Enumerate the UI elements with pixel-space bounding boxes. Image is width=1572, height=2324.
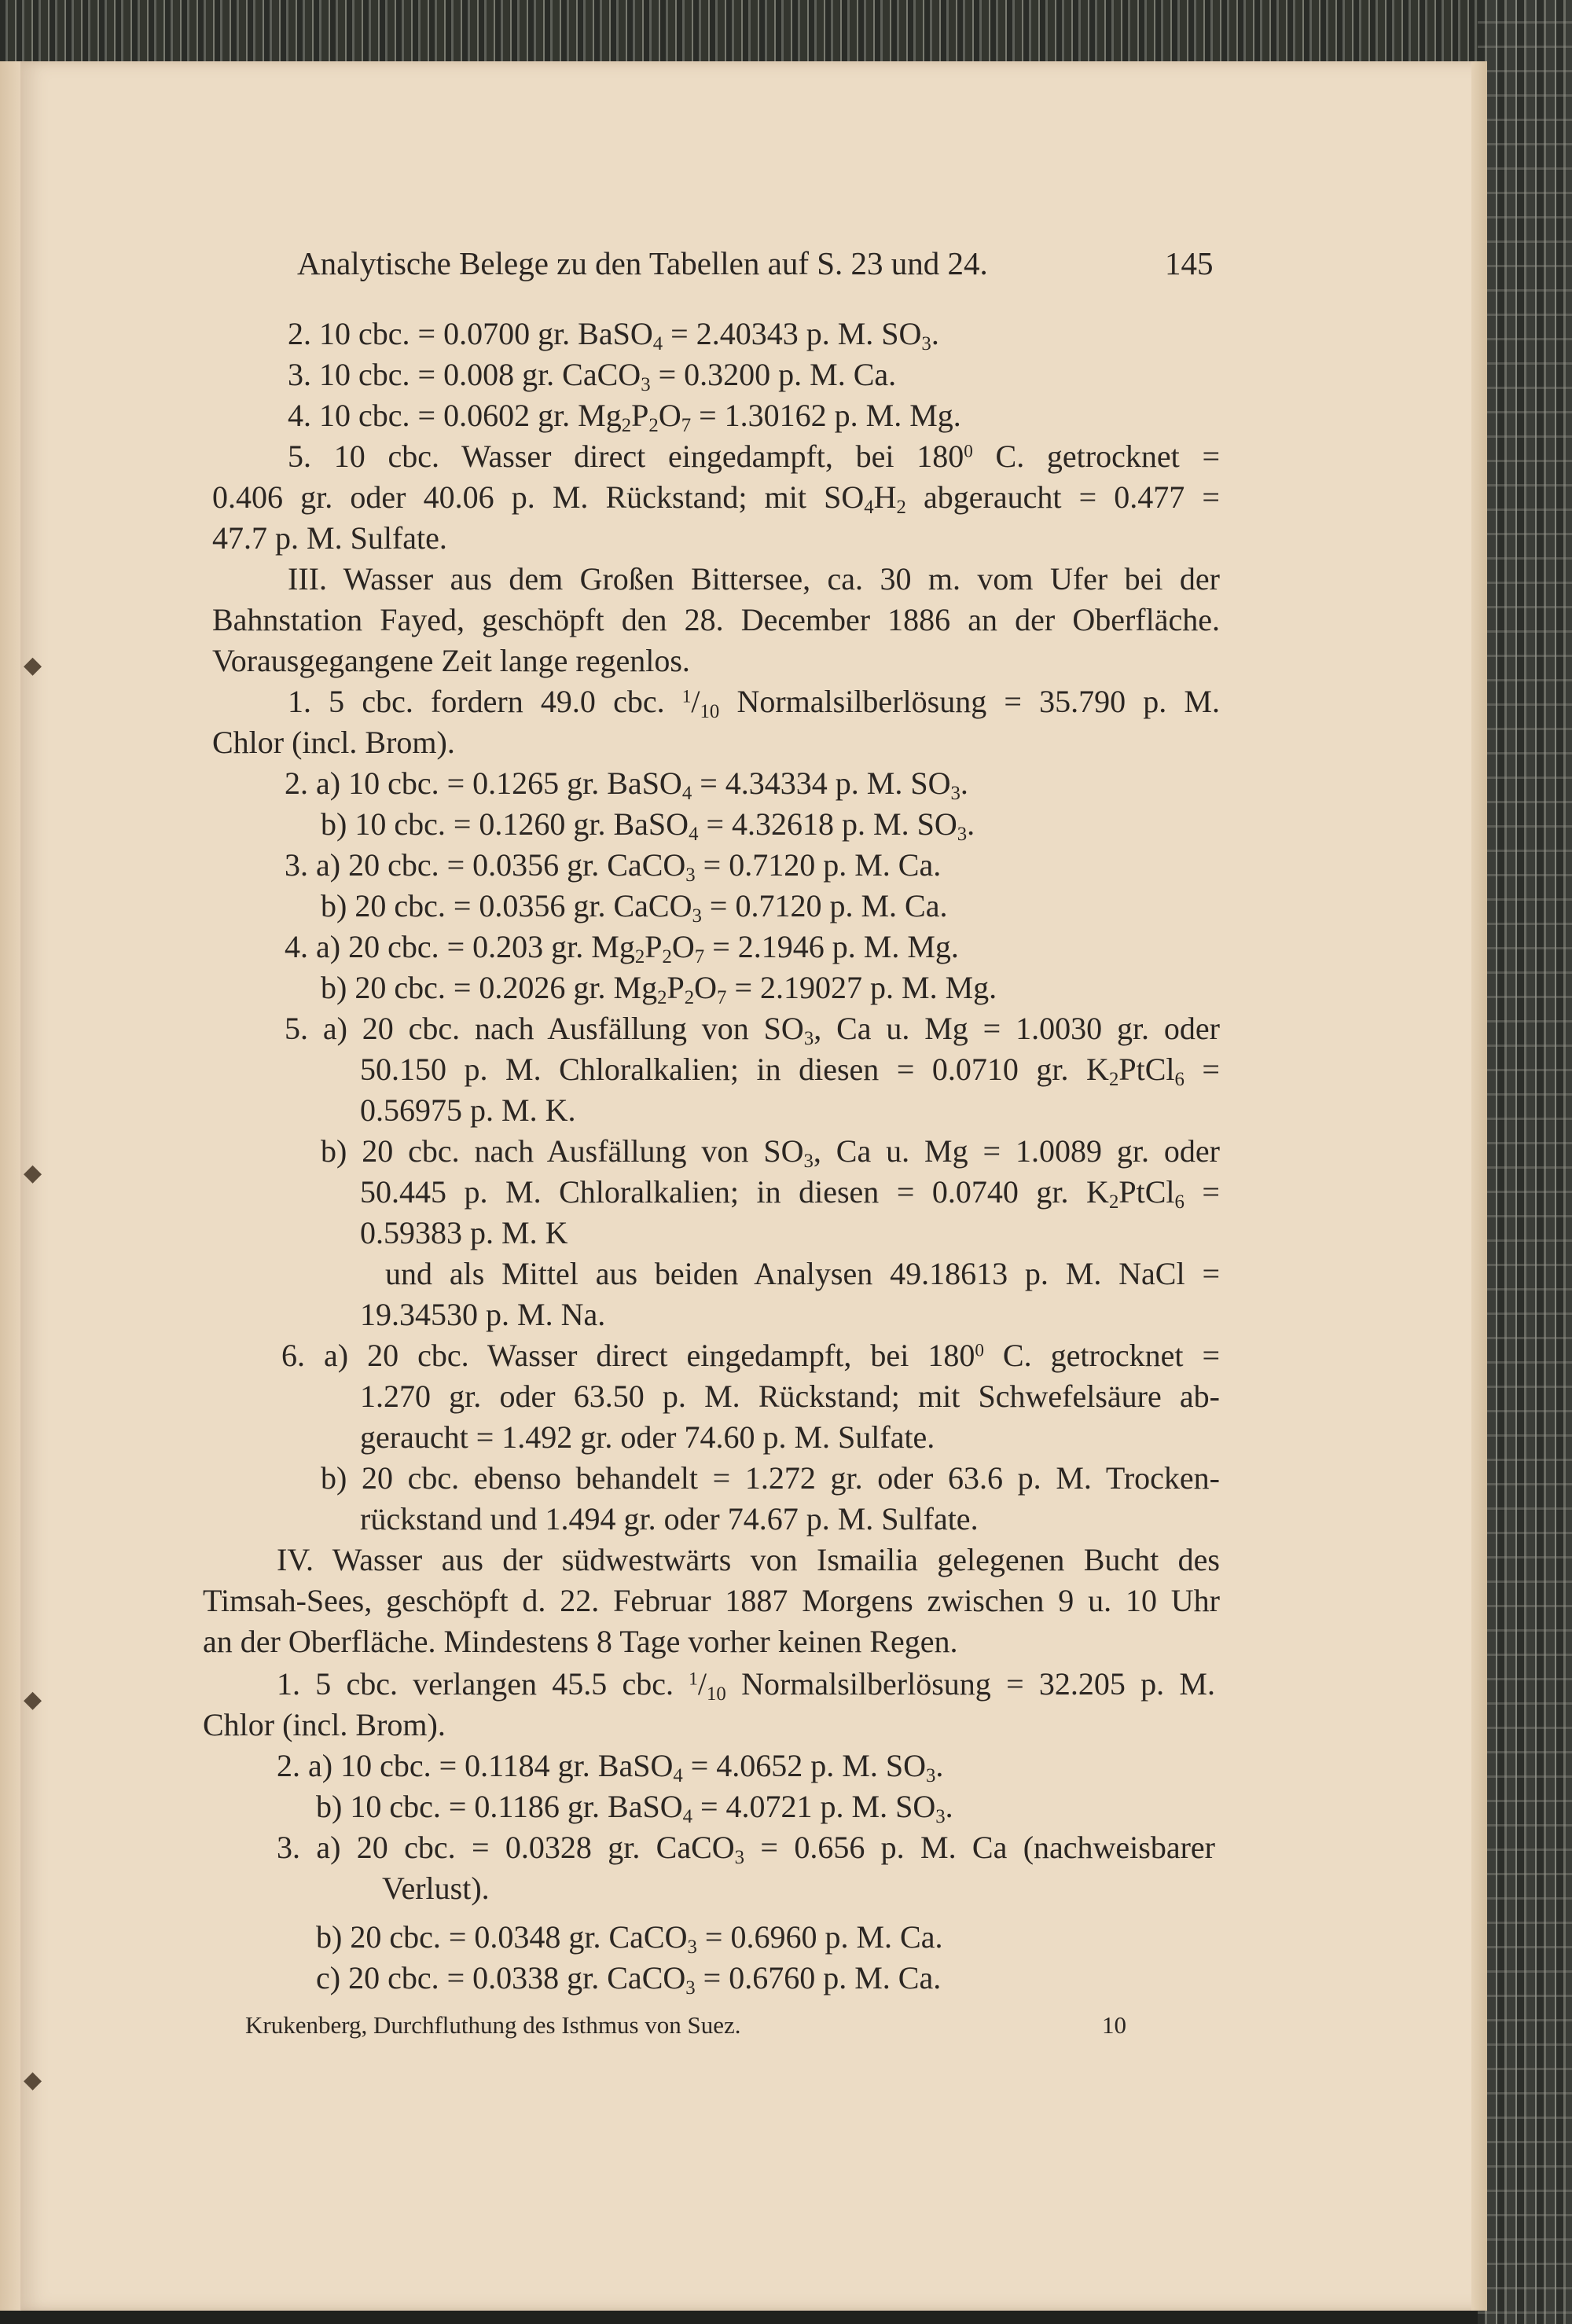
text-line: 2. a) 10 cbc. = 0.1265 gr. BaSO$_4$ = 4.34334 p. M. $SO_3$. <box>285 765 968 804</box>
text-line: 2. 10 cbc. = 0.0700 gr. BaSO$_4$ = 2.40343 p. M. $SO_3$. <box>288 316 939 354</box>
text-line: 50.445 p. M. Chloralkalien; in diesen = 0.0740 gr. $K_2PtCl_6$ = <box>360 1174 1220 1213</box>
text-line: 6. a) 20 cbc. Wasser direct eingedampft, bei $180^0$ C. getrocknet = <box>281 1338 1221 1373</box>
running-header-title: Analytische Belege zu den Tabellen auf S. 23 und 24. <box>297 245 988 281</box>
text-line: 1.270 gr. oder 63.50 p. M. Rückstand; mit Schwefelsäure ab- <box>360 1379 1220 1414</box>
footer-signature: 10 <box>1102 2011 1126 2039</box>
text-line: geraucht = 1.492 gr. oder 74.60 p. M. Sulfate. <box>360 1419 935 1455</box>
text-line: 5. 10 cbc. Wasser direct eingedampft, bei $180^0$ C. getrocknet = <box>288 439 1221 474</box>
text-line: Verlust). <box>382 1871 490 1906</box>
margin-mark: ◆ <box>24 652 42 678</box>
text-line: 3. 10 cbc. = 0.008 gr. CaCO$_3$ = 0.3200 p. M. Ca. <box>288 357 897 395</box>
text-line: b) 10 cbc. = 0.1186 gr. BaSO$_4$ = 4.0721 p. M. $SO_3$. <box>316 1789 953 1827</box>
margin-mark: ◆ <box>24 2067 42 2093</box>
text-line: b) 20 cbc. ebenso behandelt = 1.272 gr. oder 63.6 p. M. Trocken- <box>321 1460 1220 1496</box>
book-cover-edge <box>1478 0 1572 2324</box>
text-line: 0.59383 p. M. K <box>360 1215 568 1250</box>
book-binding-top <box>0 0 1572 71</box>
footer-author-title: Krukenberg, Durchfluthung des Isthmus von Suez. <box>245 2011 741 2039</box>
text-line: rückstand und 1.494 gr. oder 74.67 p. M. Sulfate. <box>360 1501 979 1536</box>
text-line: 2. a) 10 cbc. = 0.1184 gr. BaSO$_4$ = 4.0652 p. M. $SO_3$. <box>277 1748 944 1786</box>
text-line: an der Oberfläche. Mindestens 8 Tage vorher keinen Regen. <box>203 1624 958 1659</box>
text-line: Chlor (incl. Brom). <box>212 725 455 760</box>
section-heading-iii: III. Wasser aus dem Großen Bittersee, ca. 30 m. vom Ufer bei der <box>288 561 1220 597</box>
text-line: Bahnstation Fayed, geschöpft den 28. December 1886 an der Oberfläche. <box>212 602 1220 637</box>
text-line: b) 20 cbc. = 0.0348 gr. CaCO$_3$ = 0.6960 p. M. Ca. <box>316 1919 943 1958</box>
text-line: 0.56975 p. M. K. <box>360 1092 576 1128</box>
text-line: Timsah-Sees, geschöpft d. 22. Februar 1887 Morgens zwischen 9 u. 10 Uhr <box>203 1583 1220 1618</box>
page-fore-edge <box>1471 61 1487 2311</box>
page-number: 145 <box>1165 245 1214 281</box>
text-line: und als Mittel aus beiden Analysen 49.18613 p. M. NaCl = <box>385 1256 1220 1291</box>
text-line: 5. a) 20 cbc. nach Ausfällung von $SO_3$, Ca u. Mg = 1.0030 gr. oder <box>285 1011 1220 1049</box>
text-line: 3. a) 20 cbc. = 0.0328 gr. CaCO$_3$ = 0.656 p. M. Ca (nachweisbarer <box>277 1830 1215 1868</box>
text-line: 1. 5 cbc. verlangen 45.5 cbc. $^1/_{10}$ Normalsilberlösung = 32.205 p. M. <box>277 1666 1215 1705</box>
text-line: 50.150 p. M. Chloralkalien; in diesen = 0.0710 gr. $K_2PtCl_6$ = <box>360 1052 1220 1090</box>
text-line: Chlor (incl. Brom). <box>203 1707 446 1742</box>
text-line: b) 20 cbc. nach Ausfällung von $SO_3$, Ca u. Mg = 1.0089 gr. oder <box>321 1133 1221 1172</box>
text-line: Vorausgegangene Zeit lange regenlos. <box>212 643 690 678</box>
text-line: b) 20 cbc. = 0.0356 gr. CaCO$_3$ = 0.7120 p. M. Ca. <box>321 888 948 927</box>
text-line: 4. 10 cbc. = 0.0602 gr. $Mg_2P_2O_7 = 1.30162$ p. M. Mg. <box>288 398 961 436</box>
text-line: 4. a) 20 cbc. = 0.203 gr. $Mg_2P_2O_7 = 2.1946$ p. M. Mg. <box>285 929 959 967</box>
text-line: c) 20 cbc. = 0.0338 gr. CaCO$_3$ = 0.6760 p. M. Ca. <box>316 1960 942 1999</box>
text-line: b) 20 cbc. = 0.2026 gr. $Mg_2P_2O_7 = 2.19027$ p. M. Mg. <box>321 970 997 1008</box>
margin-mark: ◆ <box>24 1687 42 1713</box>
text-line: 1. 5 cbc. fordern 49.0 cbc. $^1/_{10}$ Normalsilberlösung = 35.790 p. M. <box>288 684 1220 722</box>
margin-mark: ◆ <box>24 1160 42 1186</box>
text-line: b) 10 cbc. = 0.1260 gr. BaSO$_4$ = 4.32618 p. M. $SO_3$. <box>321 806 975 845</box>
text-line: 47.7 p. M. Sulfate. <box>212 520 447 556</box>
text-line: 19.34530 p. M. Na. <box>360 1297 606 1332</box>
section-heading-iv: IV. Wasser aus der südwestwärts von Ismailia gelegenen Bucht des <box>277 1542 1220 1577</box>
text-line: 0.406 gr. oder 40.06 p. M. Rückstand; mit $SO_4H_2$ abgeraucht = 0.477 = <box>212 479 1220 518</box>
text-line: 3. a) 20 cbc. = 0.0356 gr. CaCO$_3$ = 0.7120 p. M. Ca. <box>285 847 942 886</box>
